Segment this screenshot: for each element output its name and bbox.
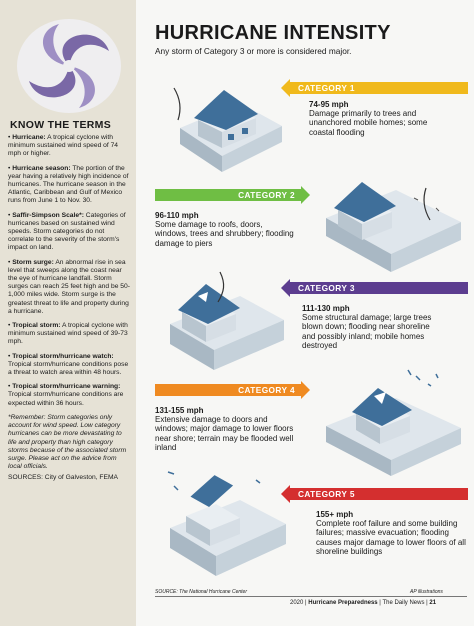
sidebar-sources: SOURCES: City of Galveston, FEMA [8, 474, 119, 482]
category-3-house-illustration [160, 262, 288, 376]
term-name: Saffir-Simpson Scale*: [12, 211, 84, 219]
wind-speed: 111-130 mph [302, 304, 350, 313]
terms-list [8, 134, 132, 483]
term-definition: The portion of the year having a relatively high incidence of hurricanes. The hurricane season in the Atlantic, Caribbean and Gulf of Mexico runs from June 1 to Nov. 30. [8, 164, 129, 205]
term-item: • Hurricane season: The portion of the year having a relatively high incidence of hurricanes. The hurricane season in the Atlantic, Caribbean and Gulf of Mexico runs from June 1 to Nov. 30. [8, 164, 129, 205]
category-1-house-illustration [170, 68, 288, 178]
category-1-band [290, 82, 468, 94]
category-4-house-illustration [316, 368, 466, 478]
wind-speed: 131-155 mph [155, 406, 204, 415]
term-item: • Saffir-Simpson Scale*: Categories of hurricanes based on sustained wind speeds. Storm categories do not correlate to the severity of the storm's impact on land. [8, 211, 126, 252]
page-footer: 2020 | Hurricane Preparedness | The Daily News | 21 [290, 600, 437, 606]
damage-text: Some damage to roofs, doors, windows, trees and shrubbery; flooding damage to piers [155, 220, 294, 248]
term-name: Tropical storm/hurricane warning: [12, 383, 121, 391]
term-name: Tropical storm: [12, 322, 61, 330]
term-name: Hurricane season: [12, 164, 71, 172]
footer-year: 2020 [290, 600, 304, 606]
category-label: CATEGORY 2 [238, 190, 295, 200]
damage-text: Some structural damage; large trees blown down; flooding near shoreline and possibly inland; mobile homes destroyed [302, 313, 432, 350]
term-definition: An abnormal rise in sea level that sweeps along the coast near the eye of hurricane landfall. Storm surges can reach 25 feet high and be 50-1,000 miles wide. Storm surge is the greatest threat to life and property during a hurricane. [8, 258, 130, 315]
category-label: CATEGORY 3 [298, 283, 355, 293]
term-definition: Tropical storm/hurricane conditions pose a threat to watch area within 48 hours. [8, 360, 129, 377]
term-item: • Storm surge: An abnormal rise in sea level that sweeps along the coast near the eye of hurricane landfall. Storm surges can reach 25 feet high and be 50-1,000 miles wide. Storm surge is the greatest threat to life and property during a hurricane. [8, 258, 130, 315]
category-2-band [155, 189, 301, 201]
category-4-band [155, 384, 301, 396]
page-title: HURRICANE INTENSITY [155, 22, 391, 44]
source-credit: SOURCE: The National Hurricane Center [155, 589, 247, 595]
wind-speed: 155+ mph [316, 510, 354, 519]
arrow-right-icon [301, 186, 310, 204]
category-4-description [155, 406, 295, 452]
know-the-terms-sidebar [0, 0, 136, 626]
term-name: Tropical storm/hurricane watch: [12, 352, 114, 360]
footer-divider [155, 596, 467, 597]
term-item: • Tropical storm/hurricane watch: Tropical storm/hurricane conditions pose a threat to watch area within 48 hours. [8, 352, 129, 377]
page-number: 21 [429, 600, 437, 606]
term-definition: A tropical cyclone with minimum sustained wind speed of 74 mph or higher. [8, 134, 119, 158]
category-label: CATEGORY 1 [298, 83, 355, 93]
wind-speed: 96-110 mph [155, 211, 199, 220]
wind-speed: 74-95 mph [309, 100, 349, 109]
term-item: • Tropical storm: A tropical cyclone with minimum sustained wind speed of 39-73 mph. [8, 322, 128, 346]
damage-text: Extensive damage to doors and windows; major damage to lower floors near shore; terrain may be flooded well inland [155, 415, 294, 452]
category-5-house-illustration [160, 462, 290, 580]
category-3-band [290, 282, 468, 294]
category-2-description [155, 211, 295, 248]
page-subtitle: Any storm of Category 3 or more is considered major. [155, 46, 352, 56]
category-label: CATEGORY 4 [238, 385, 295, 395]
category-3-description [302, 304, 442, 350]
footer-paper: The Daily News [382, 600, 425, 606]
category-5-description [316, 510, 466, 556]
term-name: Hurricane: [12, 134, 46, 141]
term-item: • Tropical storm/hurricane warning: Tropical storm/hurricane conditions are expected within 36 hours. [8, 383, 124, 407]
term-definition: Categories of hurricanes based on sustained wind speeds. Storm categories do not correlate to the severity of the storm's impact on land. [8, 211, 126, 252]
hurricane-swirl-icon [14, 16, 124, 116]
damage-text: Damage primarily to trees and unanchored mobile homes; some coastal flooding [309, 109, 428, 137]
remember-note: *Remember: Storm categories only account for wind speed. Low category hurricanes can be more devastating to life and property than high category storms because of the associated storm surge. Please act on the advice from local officials. [8, 413, 127, 471]
sidebar-title: KNOW THE TERMS [10, 119, 112, 131]
category-5-band [290, 488, 468, 500]
illustration-credit: AP illustrations [410, 589, 443, 595]
term-item: • Hurricane: A tropical cyclone with minimum sustained wind speed of 74 mph or higher. [8, 134, 119, 158]
arrow-right-icon [301, 381, 310, 399]
term-definition: Tropical storm/hurricane conditions are expected within 36 hours. [8, 391, 124, 407]
footer-publication: Hurricane Preparedness [308, 600, 378, 606]
category-1-description [309, 100, 449, 137]
category-2-house-illustration [316, 168, 466, 276]
damage-text: Complete roof failure and some building failures; massive evacuation; flooding causes major damage to lower floors of all shoreline buildings [316, 519, 466, 556]
term-name: Storm surge: [12, 258, 54, 266]
category-label: CATEGORY 5 [298, 489, 355, 499]
term-definition: A tropical cyclone with minimum sustained wind speed of 39-73 mph. [8, 322, 128, 346]
